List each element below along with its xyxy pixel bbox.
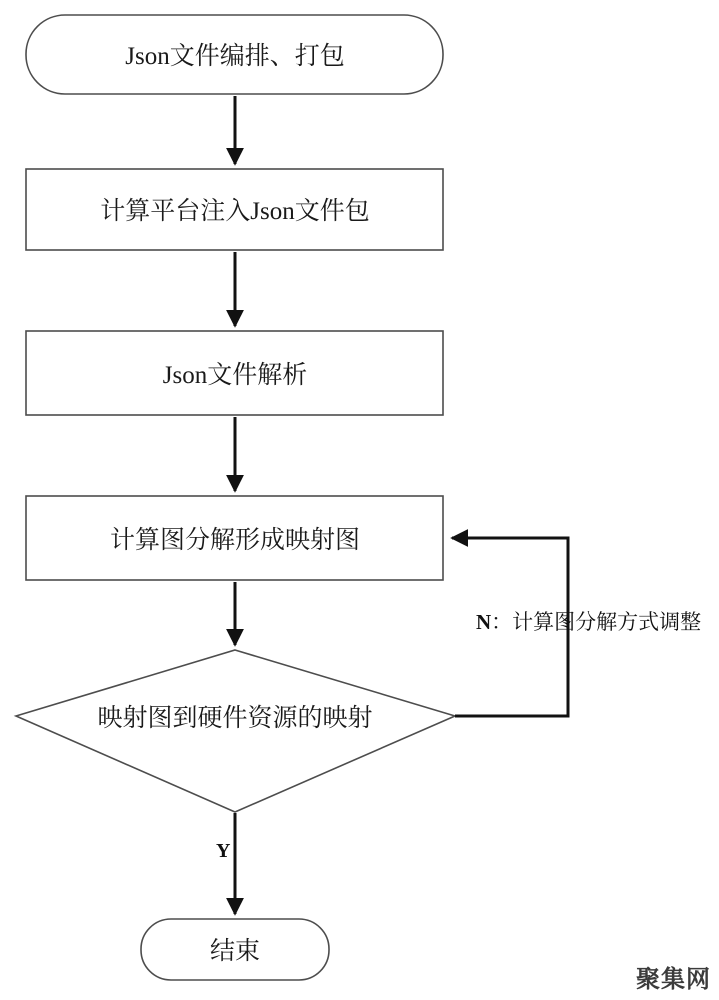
node-parse-label: Json文件解析 [162, 361, 308, 389]
node-inject-shape [26, 169, 443, 250]
edge-label-no-prefix: N [476, 610, 492, 634]
watermark-text: 聚集网 [636, 966, 711, 993]
node-start-label: Json文件编排、打包 [125, 43, 345, 70]
node-start-shape [26, 15, 443, 94]
node-decision-shape [16, 650, 455, 812]
edge-label-yes: Y [216, 840, 231, 862]
node-inject-label: 计算平台注入Json文件包 [100, 198, 370, 225]
node-decompose-label: 计算图分解形成映射图 [109, 526, 360, 554]
node-decompose-shape [26, 496, 443, 580]
edge-label-no-text: ：计算图分解方式调整 [491, 610, 702, 634]
node-end-label: 结束 [209, 938, 260, 965]
node-decision-label: 映射图到硬件资源的映射 [97, 705, 373, 732]
edge-label-no [476, 606, 701, 636]
node-parse-shape [26, 331, 443, 415]
node-end-shape [141, 919, 329, 980]
